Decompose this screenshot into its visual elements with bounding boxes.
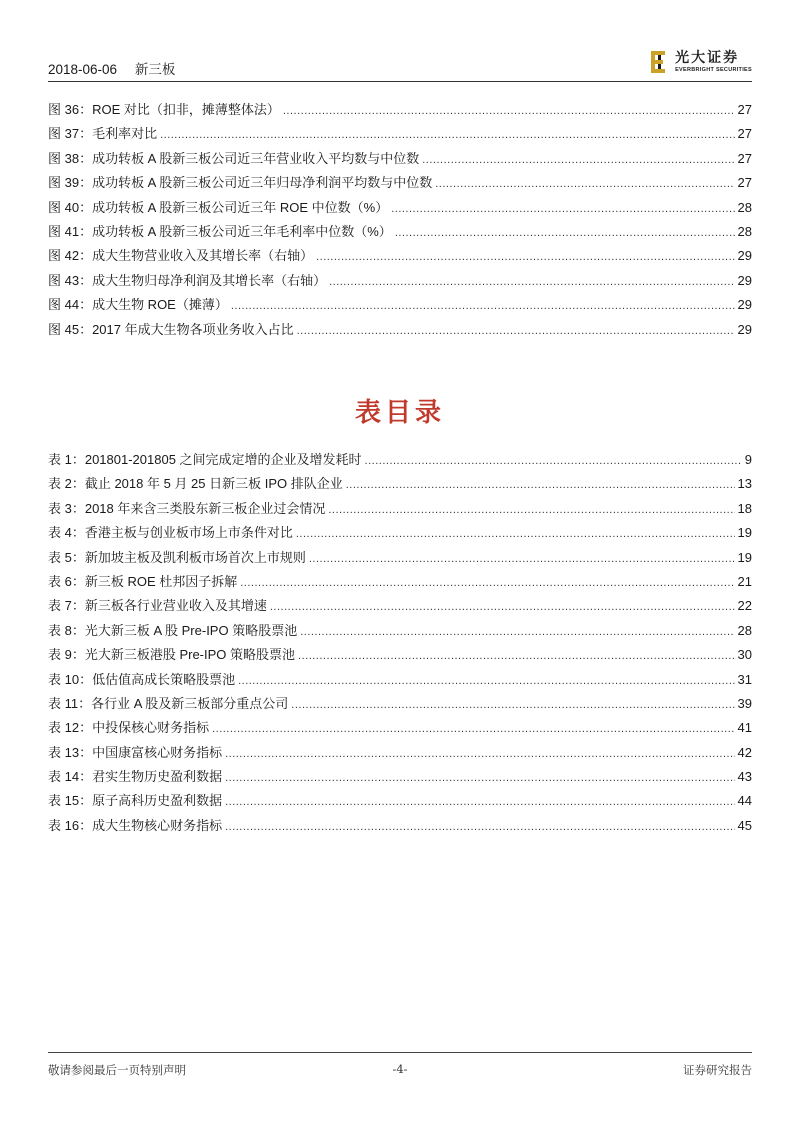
entry-label: 图 42：成大生物营业收入及其增长率（右轴） bbox=[48, 248, 314, 264]
dot-leader bbox=[329, 276, 734, 288]
entry-label: 图 45：2017 年成大生物各项业务收入占比 bbox=[48, 321, 294, 337]
entry-label: 图 41：成功转板 A 股新三板公司近三年毛利率中位数（%） bbox=[48, 223, 392, 239]
entry-label: 表 13：中国康富核心财务指标 bbox=[48, 744, 223, 760]
entry-label: 图 43：成大生物归母净利润及其增长率（右轴） bbox=[48, 272, 327, 288]
entry-page: 27 bbox=[737, 126, 752, 142]
entry-page: 19 bbox=[737, 549, 752, 565]
toc-entry[interactable] bbox=[48, 693, 752, 717]
dot-leader bbox=[270, 601, 735, 613]
dot-leader bbox=[297, 325, 735, 337]
figure-list bbox=[48, 99, 752, 343]
entry-page: 13 bbox=[737, 476, 752, 492]
entry-page: 19 bbox=[737, 525, 752, 541]
toc-entry[interactable] bbox=[48, 790, 752, 814]
toc-entry[interactable] bbox=[48, 547, 752, 571]
everbright-logo-icon bbox=[649, 50, 669, 74]
entry-label: 表 7：新三板各行业营业收入及其增速 bbox=[48, 598, 267, 614]
toc-entry[interactable] bbox=[48, 123, 752, 147]
page-header bbox=[48, 48, 752, 82]
entry-page: 27 bbox=[737, 175, 752, 191]
toc-entry[interactable] bbox=[48, 742, 752, 766]
toc-entry[interactable] bbox=[48, 99, 752, 123]
entry-label: 表 1：201801-201805 之间完成定增的企业及增发耗时 bbox=[48, 452, 362, 467]
entry-page: 41 bbox=[737, 720, 752, 736]
entry-page: 29 bbox=[737, 272, 752, 288]
entry-page: 45 bbox=[737, 817, 752, 833]
entry-page: 18 bbox=[737, 500, 752, 516]
toc-entry[interactable] bbox=[48, 644, 752, 668]
toc-entry[interactable] bbox=[48, 148, 752, 172]
entry-page: 44 bbox=[737, 793, 752, 809]
dot-leader bbox=[395, 227, 735, 239]
entry-page: 27 bbox=[737, 150, 752, 166]
dot-leader bbox=[300, 626, 734, 638]
footer-report-type: 证券研究报告 bbox=[683, 1063, 752, 1077]
entry-label: 表 3：2018 年来含三类股东新三板企业过会情况 bbox=[48, 500, 326, 516]
toc-entry[interactable] bbox=[48, 498, 752, 522]
toc-entry[interactable] bbox=[48, 620, 752, 644]
entry-page: 28 bbox=[737, 622, 752, 638]
entry-label: 图 37：毛利率对比 bbox=[48, 126, 158, 142]
dot-leader bbox=[309, 553, 735, 565]
company-logo bbox=[649, 48, 752, 76]
dot-leader bbox=[240, 577, 734, 589]
toc-entry[interactable] bbox=[48, 669, 752, 693]
toc-entry[interactable] bbox=[48, 221, 752, 245]
entry-label: 图 36：ROE 对比（扣非，摊薄整体法） bbox=[48, 102, 280, 117]
entry-page: 43 bbox=[737, 769, 752, 785]
footer-disclaimer: 敬请参阅最后一页特别声明 bbox=[48, 1063, 186, 1077]
dot-leader bbox=[291, 699, 734, 711]
logo-english-name: EVERBRIGHT SECURITIES bbox=[675, 66, 752, 73]
logo-chinese-name: 光大证券 bbox=[675, 49, 740, 66]
toc-entry[interactable] bbox=[48, 766, 752, 790]
dot-leader bbox=[225, 748, 734, 760]
toc-entry[interactable] bbox=[48, 197, 752, 221]
entry-page: 29 bbox=[737, 248, 752, 264]
dot-leader bbox=[296, 528, 735, 540]
dot-leader bbox=[346, 479, 735, 491]
report-category: 新三板 bbox=[134, 62, 176, 77]
table-list bbox=[48, 449, 752, 839]
dot-leader bbox=[225, 796, 734, 808]
dot-leader bbox=[225, 821, 734, 833]
toc-entry[interactable] bbox=[48, 815, 752, 839]
toc-entry[interactable] bbox=[48, 717, 752, 741]
entry-page: 21 bbox=[737, 573, 752, 589]
entry-page: 22 bbox=[737, 598, 752, 614]
entry-label: 表 2：截止 2018 年 5 月 25 日新三板 IPO 排队企业 bbox=[48, 476, 343, 492]
entry-label: 表 6：新三板 ROE 杜邦因子拆解 bbox=[48, 573, 238, 589]
page-number: -4- bbox=[392, 1062, 408, 1076]
toc-entry[interactable] bbox=[48, 294, 752, 318]
toc-entry[interactable] bbox=[48, 245, 752, 269]
entry-page: 39 bbox=[737, 695, 752, 711]
report-date: 2018-06-06 bbox=[48, 62, 118, 77]
entry-label: 表 4：香港主板与创业板市场上市条件对比 bbox=[48, 525, 293, 541]
entry-page: 29 bbox=[737, 321, 752, 337]
entry-label: 表 15：原子高科历史盈利数据 bbox=[48, 793, 223, 809]
entry-label: 表 16：成大生物核心财务指标 bbox=[48, 817, 223, 833]
entry-label: 图 40：成功转板 A 股新三板公司近三年 ROE 中位数（%） bbox=[48, 199, 389, 215]
toc-entry[interactable] bbox=[48, 595, 752, 619]
entry-label: 表 10：低估值高成长策略股票池 bbox=[48, 671, 236, 687]
dot-leader bbox=[283, 105, 735, 117]
toc-entry[interactable] bbox=[48, 270, 752, 294]
dot-leader bbox=[298, 650, 735, 662]
dot-leader bbox=[225, 772, 734, 784]
entry-page: 31 bbox=[737, 671, 752, 687]
entry-label: 图 39：成功转板 A 股新三板公司近三年归母净利润平均数与中位数 bbox=[48, 175, 433, 191]
entry-label: 图 44：成大生物 ROE（摊薄） bbox=[48, 297, 228, 313]
dot-leader bbox=[435, 178, 734, 190]
entry-page: 27 bbox=[737, 102, 752, 117]
entry-label: 表 8：光大新三板 A 股 Pre-IPO 策略股票池 bbox=[48, 622, 298, 638]
toc-entry[interactable] bbox=[48, 449, 752, 473]
toc-entry[interactable] bbox=[48, 172, 752, 196]
entry-page: 42 bbox=[737, 744, 752, 760]
toc-entry[interactable] bbox=[48, 319, 752, 343]
table-list-title: 表目录 bbox=[354, 398, 445, 428]
entry-label: 表 12：中投保核心财务指标 bbox=[48, 720, 210, 736]
header-info bbox=[48, 58, 189, 78]
entry-label: 表 11：各行业 A 股及新三板部分重点公司 bbox=[48, 695, 289, 711]
toc-entry[interactable] bbox=[48, 571, 752, 595]
entry-page: 30 bbox=[737, 647, 752, 663]
dot-leader bbox=[316, 251, 734, 263]
entry-label: 表 9：光大新三板港股 Pre-IPO 策略股票池 bbox=[48, 647, 296, 663]
dot-leader bbox=[238, 675, 734, 687]
entry-label: 表 14：君实生物历史盈利数据 bbox=[48, 769, 223, 785]
entry-page: 29 bbox=[737, 297, 752, 313]
entry-page: 9 bbox=[744, 452, 752, 467]
toc-entry[interactable] bbox=[48, 522, 752, 546]
entry-page: 28 bbox=[737, 223, 752, 239]
dot-leader bbox=[231, 300, 735, 312]
dot-leader bbox=[160, 129, 734, 141]
entry-page: 28 bbox=[737, 199, 752, 215]
dot-leader bbox=[328, 504, 734, 516]
page-footer bbox=[48, 1052, 752, 1082]
toc-entry[interactable] bbox=[48, 473, 752, 497]
header-divider bbox=[48, 81, 752, 83]
dot-leader bbox=[212, 723, 734, 735]
dot-leader bbox=[422, 154, 734, 166]
dot-leader bbox=[391, 203, 734, 215]
dot-leader bbox=[365, 455, 742, 467]
entry-label: 表 5：新加坡主板及凯利板市场首次上市规则 bbox=[48, 549, 306, 565]
entry-label: 图 38：成功转板 A 股新三板公司近三年营业收入平均数与中位数 bbox=[48, 150, 420, 166]
footer-divider bbox=[48, 1052, 752, 1053]
